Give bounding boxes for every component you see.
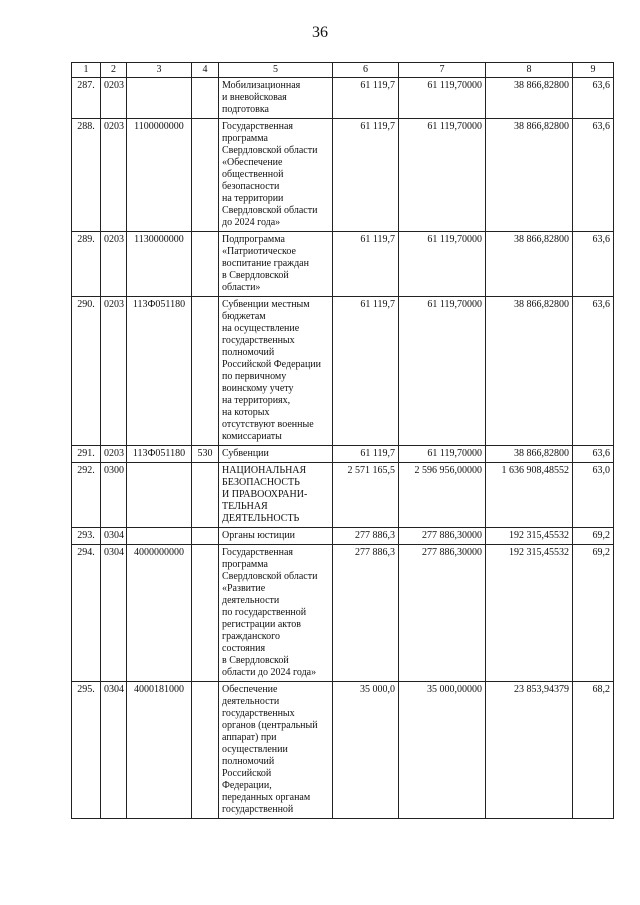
target-article-code: 4000000000 [127,545,192,682]
header-cell: 8 [486,63,573,78]
table-body [72,78,614,819]
table-header-row [72,63,614,78]
approved-amount: 277 886,3 [333,528,399,545]
expense-type-code: 530 [192,446,219,463]
budget-allocation: 277 886,30000 [399,528,486,545]
expense-type-code [192,78,219,119]
section-code: 0304 [101,682,127,819]
approved-amount: 61 119,7 [333,232,399,297]
item-name: Субвенции местным бюджетам на осуществление государственных полномочий Российской Федерации по первичному воинскому учету на территориях, на которых отсутствуют военные комиссариаты [219,297,333,446]
target-article-code: 1100000000 [127,119,192,232]
row-number: 287. [72,78,101,119]
expense-type-code [192,119,219,232]
approved-amount: 61 119,7 [333,78,399,119]
execution-percent: 63,6 [573,119,614,232]
page-number: 36 [312,24,328,41]
executed-amount: 38 866,82800 [486,297,573,446]
target-article-code [127,463,192,528]
header-cell: 7 [399,63,486,78]
table-row [72,682,614,819]
section-code: 0203 [101,119,127,232]
target-article-code: 113Ф051180 [127,297,192,446]
target-article-code: 1130000000 [127,232,192,297]
section-code: 0304 [101,545,127,682]
expense-type-code [192,232,219,297]
table-row [72,528,614,545]
execution-percent: 68,2 [573,682,614,819]
execution-percent: 63,0 [573,463,614,528]
header-cell: 1 [72,63,101,78]
header-cell: 2 [101,63,127,78]
executed-amount: 38 866,82800 [486,232,573,297]
budget-allocation: 61 119,70000 [399,232,486,297]
expense-type-code [192,682,219,819]
item-name: Мобилизационная и вневойсковая подготовка [219,78,333,119]
table-row [72,446,614,463]
item-name: НАЦИОНАЛЬНАЯ БЕЗОПАСНОСТЬ И ПРАВООХРАНИ- ТЕЛЬНАЯ ДЕЯТЕЛЬНОСТЬ [219,463,333,528]
row-number: 293. [72,528,101,545]
item-name: Подпрограмма «Патриотическое воспитание граждан в Свердловской области» [219,232,333,297]
budget-allocation: 61 119,70000 [399,78,486,119]
row-number: 295. [72,682,101,819]
target-article-code: 4000181000 [127,682,192,819]
budget-allocation: 61 119,70000 [399,119,486,232]
section-code: 0203 [101,78,127,119]
approved-amount: 61 119,7 [333,446,399,463]
item-name: Субвенции [219,446,333,463]
table-row [72,119,614,232]
approved-amount: 61 119,7 [333,297,399,446]
executed-amount: 1 636 908,48552 [486,463,573,528]
item-name: Государственная программа Свердловской области «Развитие деятельности по государственной регистрации актов гражданского состояния в Свердловской области до 2024 года» [219,545,333,682]
table-row [72,463,614,528]
executed-amount: 38 866,82800 [486,446,573,463]
header-cell: 3 [127,63,192,78]
item-name: Органы юстиции [219,528,333,545]
approved-amount: 277 886,3 [333,545,399,682]
header-cell: 4 [192,63,219,78]
budget-allocation: 35 000,00000 [399,682,486,819]
table-row [72,232,614,297]
executed-amount: 192 315,45532 [486,545,573,682]
section-code: 0300 [101,463,127,528]
target-article-code [127,528,192,545]
execution-percent: 69,2 [573,545,614,682]
executed-amount: 38 866,82800 [486,78,573,119]
row-number: 288. [72,119,101,232]
section-code: 0203 [101,232,127,297]
section-code: 0203 [101,446,127,463]
target-article-code: 113Ф051180 [127,446,192,463]
row-number: 294. [72,545,101,682]
target-article-code [127,78,192,119]
budget-table [71,62,614,819]
approved-amount: 2 571 165,5 [333,463,399,528]
executed-amount: 192 315,45532 [486,528,573,545]
execution-percent: 63,6 [573,446,614,463]
execution-percent: 63,6 [573,232,614,297]
table-row [72,297,614,446]
budget-allocation: 277 886,30000 [399,545,486,682]
row-number: 290. [72,297,101,446]
header-cell: 5 [219,63,333,78]
header-cell: 6 [333,63,399,78]
approved-amount: 35 000,0 [333,682,399,819]
budget-allocation: 61 119,70000 [399,446,486,463]
section-code: 0304 [101,528,127,545]
section-code: 0203 [101,297,127,446]
execution-percent: 63,6 [573,297,614,446]
expense-type-code [192,528,219,545]
header-cell: 9 [573,63,614,78]
row-number: 289. [72,232,101,297]
item-name: Государственная программа Свердловской области «Обеспечение общественной безопасности на территории Свердловской области до 2024 года» [219,119,333,232]
expense-type-code [192,545,219,682]
item-name: Обеспечение деятельности государственных органов (центральный аппарат) при осуществлении полномочий Российской Федерации, переданных органам государственной [219,682,333,819]
budget-allocation: 2 596 956,00000 [399,463,486,528]
expense-type-code [192,297,219,446]
table-row [72,78,614,119]
executed-amount: 23 853,94379 [486,682,573,819]
approved-amount: 61 119,7 [333,119,399,232]
table-row [72,545,614,682]
row-number: 292. [72,463,101,528]
budget-allocation: 61 119,70000 [399,297,486,446]
row-number: 291. [72,446,101,463]
execution-percent: 69,2 [573,528,614,545]
expense-type-code [192,463,219,528]
executed-amount: 38 866,82800 [486,119,573,232]
execution-percent: 63,6 [573,78,614,119]
